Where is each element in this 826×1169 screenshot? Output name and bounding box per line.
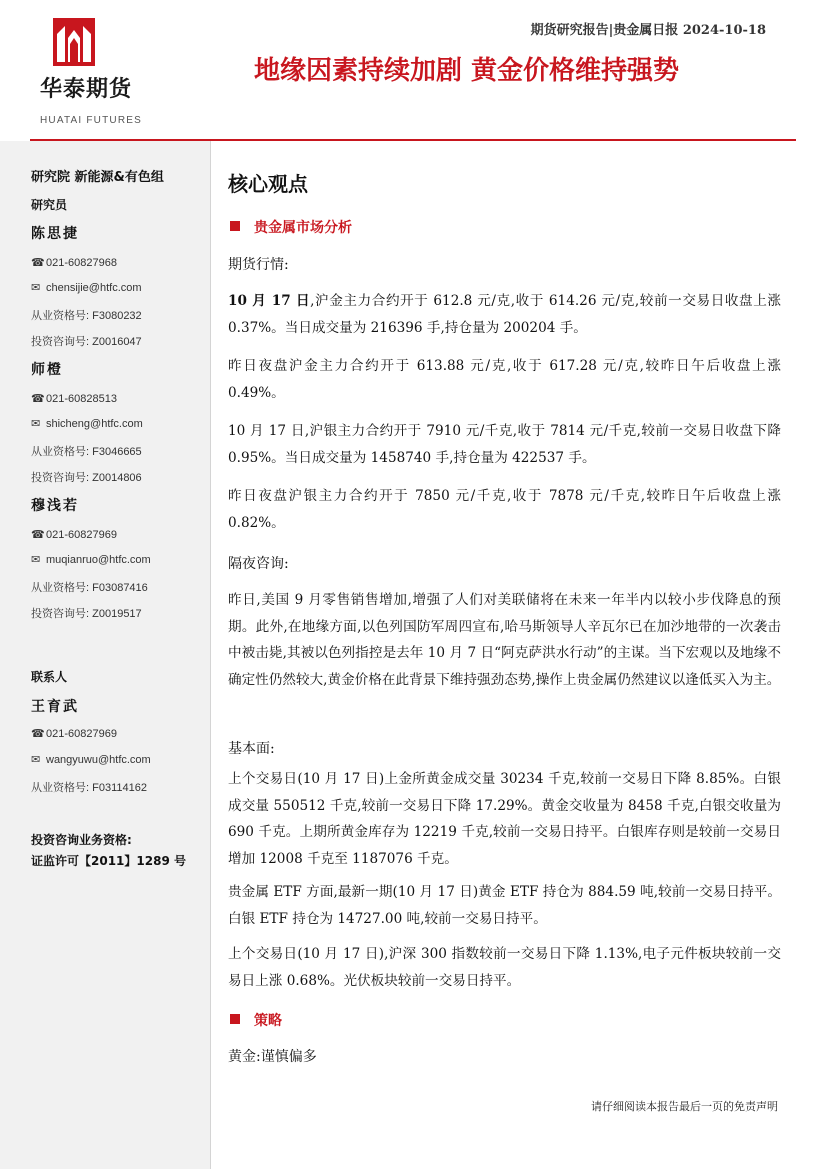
bullet-square-icon	[230, 221, 240, 231]
researcher-advisory: 投资咨询号: Z0014806	[31, 472, 142, 484]
researcher-name: 穆浅若	[31, 498, 79, 514]
researcher-cert: 从业资格号: F03087416	[31, 582, 148, 594]
email-icon: ✉	[31, 554, 41, 566]
footer-disclaimer: 请仔细阅读本报告最后一页的免责声明	[591, 1100, 778, 1113]
researcher-name: 师橙	[31, 362, 63, 378]
paragraph-gold-day: 10 月 17 日,沪金主力合约开于 612.8 元/克,收于 614.26 元/克,较前一交易日收盘上涨 0.37%。当日成交量为 216396 手,持仓量为 200204 手。	[228, 293, 781, 336]
license-label: 投资咨询业务资格:	[31, 833, 132, 847]
researcher-phone: ☎021-60828513	[31, 393, 117, 405]
strategy-text: 黄金:谨慎偏多	[228, 1049, 317, 1065]
email-icon: ✉	[31, 282, 41, 294]
label-overnight: 隔夜咨询:	[228, 556, 289, 572]
department: 研究院 新能源&有色组	[31, 170, 164, 185]
phone-icon: ☎	[31, 257, 45, 269]
paragraph-silver-day: 10 月 17 日,沪银主力合约开于 7910 元/千克,收于 7814 元/千克,较前一交易日收盘下降 0.95%。当日成交量为 1458740 手,持仓量为 422537 手。	[228, 423, 781, 466]
researcher-cert: 从业资格号: F3046665	[31, 446, 142, 458]
researcher-phone: ☎021-60827969	[31, 529, 117, 541]
researcher-label: 研究员	[31, 198, 68, 212]
huatai-logo-icon	[53, 18, 95, 66]
researcher-email[interactable]: ✉ shicheng@htfc.com	[31, 418, 143, 430]
contact-label: 联系人	[31, 670, 68, 684]
contact-phone: ☎021-60827969	[31, 728, 117, 740]
phone-icon: ☎	[31, 728, 45, 740]
researcher-email[interactable]: ✉ muqianruo@htfc.com	[31, 554, 151, 566]
researcher-cert: 从业资格号: F3080232	[31, 310, 142, 322]
report-title: 地缘因素持续加剧 黄金价格维持强势	[254, 56, 680, 86]
section-title: 核心观点	[228, 172, 308, 196]
phone-icon: ☎	[31, 529, 45, 541]
sidebar	[0, 141, 210, 1169]
contact-cert: 从业资格号: F03114162	[31, 782, 147, 794]
paragraph-equity: 上个交易日(10 月 17 日),沪深 300 指数较前一交易日下降 1.13%,电子元件板块较前一交易日上涨 0.68%。光伏板块较前一交易日持平。	[228, 946, 781, 989]
sub-heading-market: 贵金属市场分析	[230, 217, 352, 237]
researcher-advisory: 投资咨询号: Z0019517	[31, 608, 142, 620]
brand-name-en: HUATAI FUTURES	[40, 115, 142, 126]
contact-name: 王育武	[31, 699, 79, 715]
researcher-name: 陈思捷	[31, 226, 79, 242]
paragraph-gold-night: 昨日夜盘沪金主力合约开于 613.88 元/克,收于 617.28 元/克,较昨日午后收盘上涨 0.49%。	[228, 358, 781, 401]
report-type: 期货研究报告|贵金属日报 2024-10-18	[530, 23, 766, 38]
phone-icon: ☎	[31, 393, 45, 405]
researcher-email[interactable]: ✉ chensijie@htfc.com	[31, 282, 142, 294]
label-futures: 期货行情:	[228, 257, 289, 273]
sidebar-divider	[210, 141, 211, 1169]
brand-name-cn: 华泰期货	[40, 77, 133, 102]
email-icon: ✉	[31, 754, 41, 766]
label-fundamental: 基本面:	[228, 741, 275, 757]
paragraph-silver-night: 昨日夜盘沪银主力合约开于 7850 元/千克,收于 7878 元/千克,较昨日午后收盘上涨 0.82%。	[228, 488, 781, 531]
paragraph-etf: 贵金属 ETF 方面,最新一期(10 月 17 日)黄金 ETF 持仓为 884.59 吨,较前一交易日持平。白银 ETF 持仓为 14727.00 吨,较前一交易日持平。	[228, 884, 781, 927]
paragraph-fundamental: 上个交易日(10 月 17 日)上金所黄金成交量 30234 千克,较前一交易日下降 8.85%。白银成交量 550512 千克,较前一交易日下降 17.29%。黄金交收量为 8458 千克,白银交收量为 690 千克。上期所黄金库存为 12219 千克,较前一交易日持平。白银库存则是较前一交易日增加 12008 千克至 1187076 千克。	[228, 771, 782, 867]
license-number: 证监许可【2011】1289 号	[31, 854, 186, 868]
paragraph-overnight: 昨日,美国 9 月零售销售增加,增强了人们对美联储将在未来一年半内以较小步伐降息的预期。此外,在地缘方面,以色列国防军周四宣布,哈马斯领导人辛瓦尔已在加沙地带的一次袭击中被击毙,其被以色列指控是去年 10 月 7 日“阿克萨洪水行动”的主谋。当下宏观以及地缘不确定性仍然较大,黄金价格在此背景下维持强劲态势,操作上贵金属仍然建议以逢低买入为主。	[228, 592, 781, 688]
email-icon: ✉	[31, 418, 41, 430]
contact-email[interactable]: ✉ wangyuwu@htfc.com	[31, 754, 151, 766]
bullet-square-icon	[230, 1014, 240, 1024]
researcher-phone: ☎021-60827968	[31, 257, 117, 269]
sub-heading-strategy: 策略	[230, 1010, 282, 1030]
researcher-advisory: 投资咨询号: Z0016047	[31, 336, 142, 348]
